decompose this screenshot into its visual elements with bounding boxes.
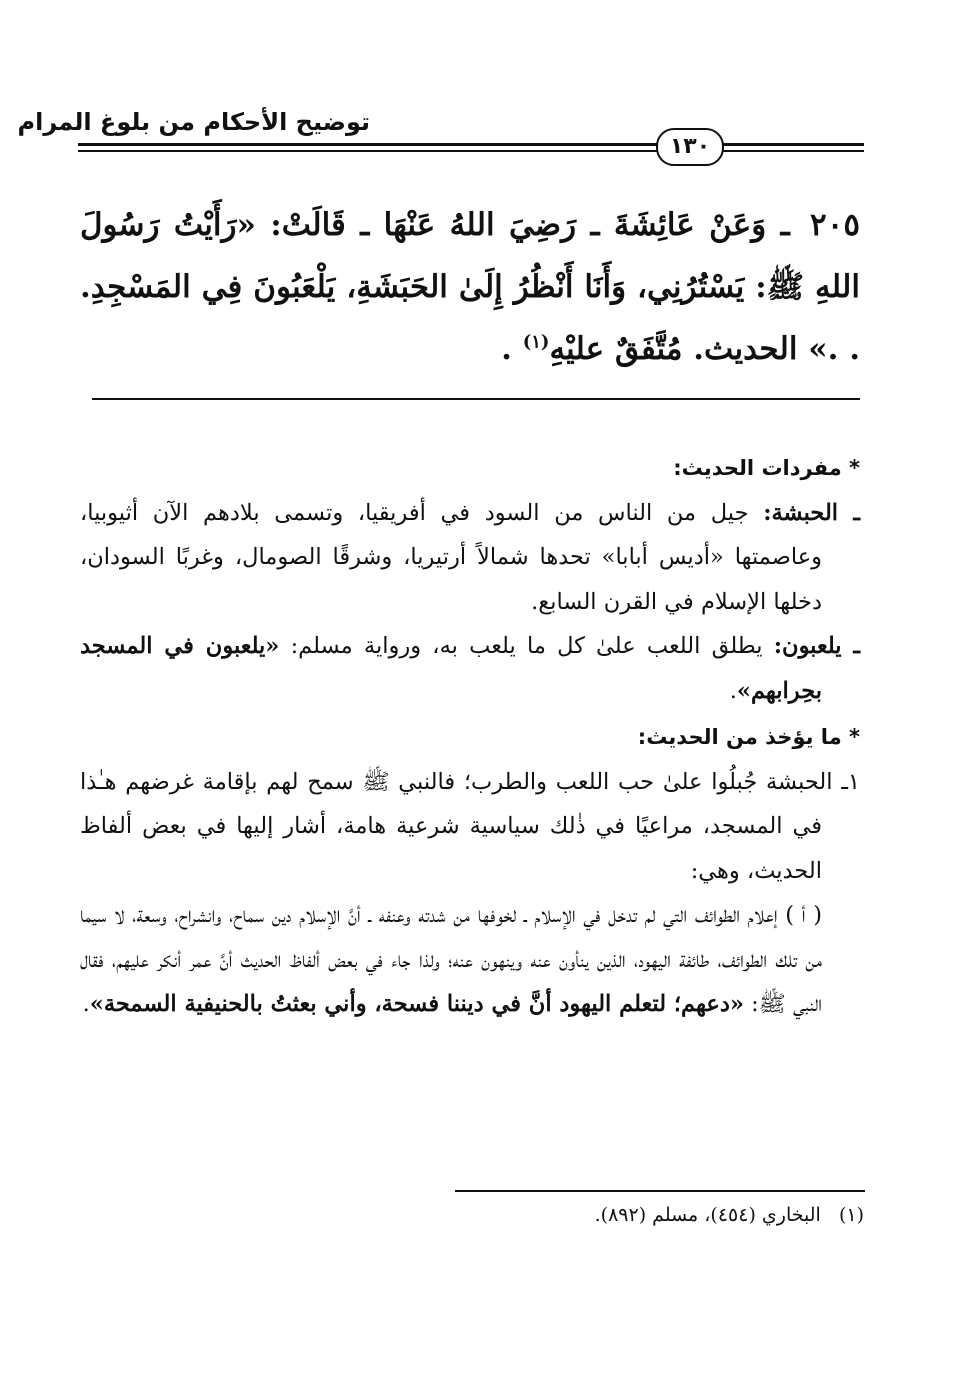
running-title: توضيح الأحكام من بلوغ المرام (17, 108, 370, 136)
vocab-term: ـ الحبشة: (763, 499, 860, 526)
page-number: ١٣٠ (656, 128, 724, 166)
vocab-item-yalabun (80, 624, 860, 713)
lesson-subitem-a (80, 893, 860, 1027)
commentary (80, 446, 860, 1027)
footnote (595, 1204, 864, 1226)
hadith-body: وَعَنْ عَائِشَةَ ـ رَضِيَ اللهُ عَنْهَا ـ قَالَتْ: «رَأَيْتُ رَسُولَ اللهِ ﷺ: يَسْتُرُنِي، وَأَنَا أَنْظُرُ إِلَىٰ الحَبَشَةِ، يَلْعَبُونَ فِي المَسْجِدِ. . .» الحديث. مُتَّفَقٌ عليْهِ (80, 207, 860, 367)
vocab-term: ـ يلعبون: (773, 633, 861, 659)
header-rule-thin (78, 150, 864, 152)
hadith-number: ٢٠٥ (810, 207, 860, 243)
hadith-end: . (501, 331, 512, 367)
lesson-number: ١ـ (841, 768, 860, 795)
header-rule (78, 143, 864, 146)
hadith-dash: ـ (780, 207, 790, 243)
lesson-subitem-quote: «دعهم؛ لتعلم اليهود أنَّ في ديننا فسحة، وأني بعثتُ بالحنيفية السمحة» (89, 991, 744, 1017)
section-divider (92, 398, 860, 400)
vocab-definition: جيل من الناس من السود في أفريقيا، وتسمى بلادهم الآن أثيوبيا، وعاصمتها «أديس أبابا» تحدها شمالاً أرتيريا، وشرقًا الصومال، وغربًا السودان، دخلها الإسلام في القرن السابع. (80, 499, 822, 615)
vocab-item-habasha (80, 491, 860, 625)
lesson-subitem-text: ( أ ) إعلام الطوائف التي لم تدخل في الإسلام ـ لخوفها من شدته وعنفه ـ أنَّ الإسلام دين سماح، وانشراح، وسعة، لا سيما من تلك الطوائف، طائفة اليهود، الذين ينأون عنه وينهون عنه؛ ولذا جاء في بعض ألفاظ الحديث أنَّ عمر أنكر عليهم، فقال النبي ﷺ: (80, 902, 822, 1017)
footnote-ref: (١) (522, 331, 550, 353)
footnote-rule (455, 1190, 865, 1192)
lesson-text: الحبشة جُبلُوا علىٰ حب اللعب والطرب؛ فالنبي ﷺ سمح لهم بإقامة غرضهم هـٰذا في المسجد، مراعيًا في ذٰلك سياسية شرعية هامة، أشار إليها في بعض ألفاظ الحديث، وهي: (80, 768, 833, 884)
vocab-heading: * مفردات الحديث: (673, 456, 860, 480)
footnote-text: البخاري (٤٥٤)، مسلم (٨٩٢). (594, 1204, 821, 1226)
lesson-subitem-end: . (82, 991, 90, 1017)
lessons-heading: * ما يؤخذ من الحديث: (637, 725, 860, 749)
footnote-number: (١) (838, 1204, 864, 1226)
hadith-text (80, 194, 860, 380)
vocab-definition: يطلق اللعب علىٰ كل ما يلعب به، ورواية مسلم: (290, 633, 763, 659)
lesson-item-1 (80, 760, 860, 894)
vocab-end: . (729, 677, 737, 704)
vocab-quote: «يلعبون في المسجد بحِرابهم» (80, 633, 822, 704)
